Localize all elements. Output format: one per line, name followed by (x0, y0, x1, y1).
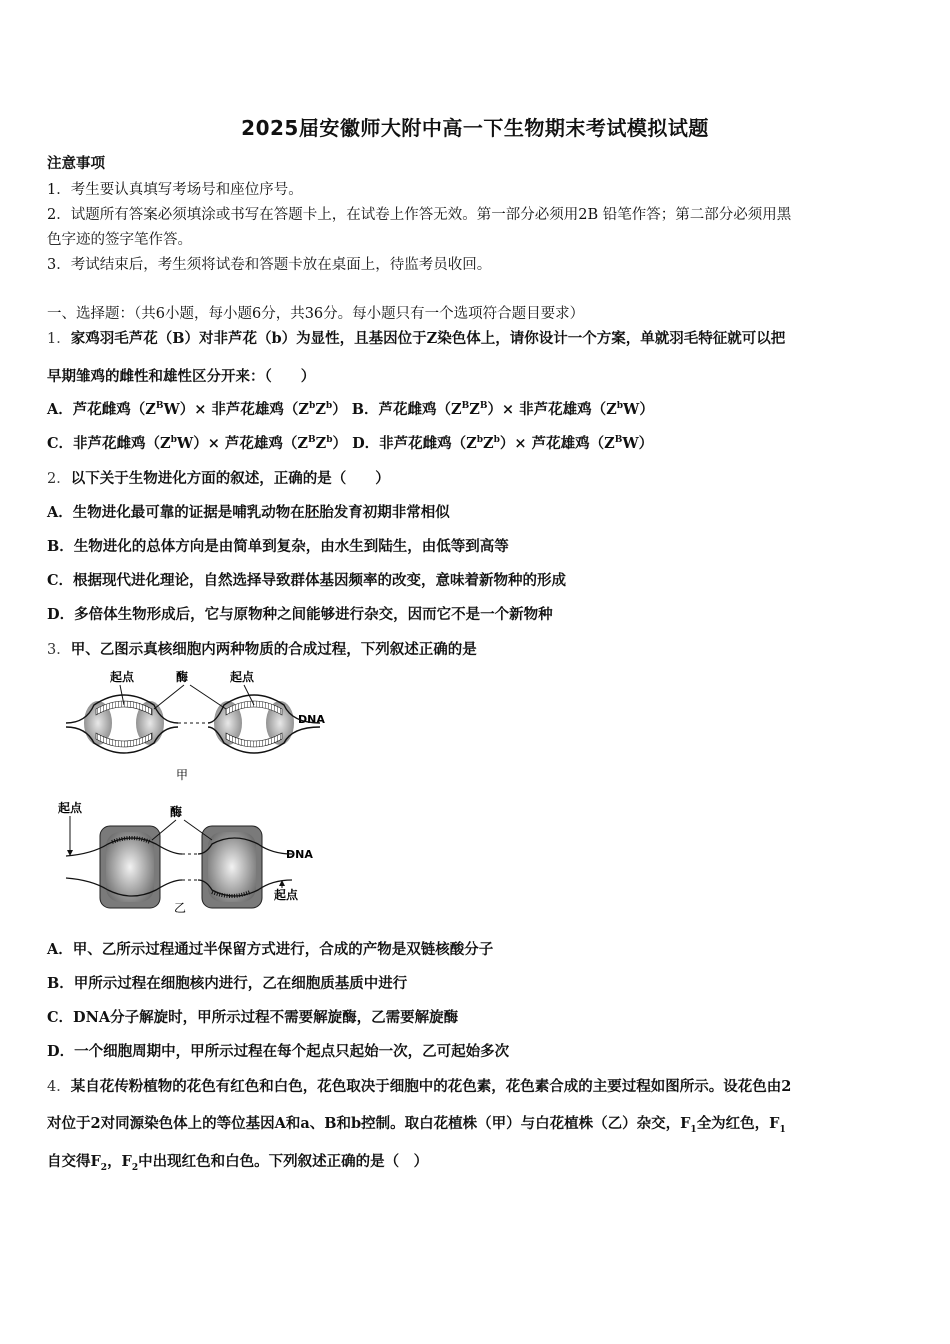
q1-option-b[interactable]: B．芦花雌鸡$(Z^BZ^B)\times$ 非芦花雄鸡$(Z^bW)$ (351, 401, 654, 418)
yi-enzyme-label: 酶 (170, 805, 183, 819)
q1-stem-line2: 早期雏鸡的雌性和雄性区分开来：（ ） (47, 368, 316, 385)
yi-dna-label: DNA (286, 848, 313, 861)
jia-enzyme-pointer-1 (154, 685, 184, 709)
q4-stem-line3: 自交得$F_2$，$F_2$中出现红色和白色。下列叙述正确的是（ ） (47, 1153, 429, 1173)
notice-item-1: 1．考生要认真填写考场号和座位序号。 (47, 182, 303, 198)
q3-option-b[interactable]: B．甲所示过程在细胞核内进行，乙在细胞质基质中进行 (47, 975, 408, 992)
jia-origin-label-2: 起点 (230, 670, 255, 684)
jia-origin-label-1: 起点 (110, 670, 135, 684)
figure-jia-dna-replication (58, 665, 348, 790)
q1-options-row1 (47, 398, 654, 419)
q2-option-b[interactable]: B．生物进化的总体方向是由简单到复杂，由水生到陆生，由低等到高等 (47, 538, 509, 555)
q3-stem-text: 甲、乙图示真核细胞内两种物质的合成过程，下列叙述正确的是 (70, 641, 477, 658)
notice-item-2-cont: 色字迹的签字笔作答。 (47, 232, 192, 248)
q1-number: 1． (47, 331, 71, 347)
q1-stem-line1 (47, 327, 785, 348)
q2-stem (47, 467, 390, 488)
q3-number: 3． (47, 642, 71, 658)
notice-item-2: 2．试题所有答案必须填涂或书写在答题卡上，在试卷上作答无效。第一部分必须用2B 铅笔作答；第二部分必须用黑 (47, 207, 792, 223)
jia-enzyme-label: 酶 (176, 670, 189, 684)
q1-options-row2 (47, 432, 653, 453)
q2-option-d[interactable]: D．多倍体生物形成后，它与原物种之间能够进行杂交，因而它不是一个新物种 (47, 606, 553, 623)
q1-stem-text: 家鸡羽毛芦花（B）对非芦花（b）为显性，且基因位于Z染色体上，请你设计一个方案，单就羽毛特征就可以把 (70, 330, 786, 347)
notice-item-3: 3．考试结束后，考生须将试卷和答题卡放在桌面上，待监考员收回。 (47, 257, 492, 273)
q4-stem-line2: 对位于2对同源染色体上的等位基因A和a、B和b控制。取白花植株（甲）与白花植株（乙）杂交，$F_1$全为红色，$F_1$ (47, 1115, 786, 1135)
yi-figure-label: 乙 (174, 901, 187, 915)
jia-figure-label: 甲 (176, 768, 189, 782)
notice-heading: 注意事项 (47, 155, 105, 172)
page-title: 2025届安徽师大附中高一下生物期末考试模拟试题 (241, 116, 709, 140)
q3-option-a[interactable]: A．甲、乙所示过程通过半保留方式进行，合成的产物是双链核酸分子 (47, 941, 494, 958)
q2-number: 2． (47, 471, 71, 487)
q3-stem (47, 638, 477, 659)
q4-number: 4． (47, 1079, 71, 1095)
yi-origin-label-1: 起点 (58, 801, 83, 815)
section-heading: 一、选择题：（共6小题，每小题6分，共36分。每小题只有一个选项符合题目要求） (47, 306, 585, 322)
q4-line1-text: 某自花传粉植物的花色有红色和白色，花色取决于细胞中的花色素，花色素合成的主要过程如图所示。设花色由2 (70, 1078, 792, 1095)
q1-option-c[interactable]: C．非芦花雌鸡$(Z^bW)\times$ 芦花雄鸡$(Z^BZ^b)$ (47, 435, 347, 452)
q2-option-a[interactable]: A．生物进化最可靠的证据是哺乳动物在胚胎发育初期非常相似 (47, 504, 450, 521)
q2-option-c[interactable]: C．根据现代进化理论，自然选择导致群体基因频率的改变，意味着新物种的形成 (47, 572, 567, 589)
q1-option-d[interactable]: D．非芦花雌鸡$(Z^bZ^b)\times$ 芦花雄鸡$(Z^BW)$ (352, 435, 654, 452)
q2-stem-text: 以下关于生物进化方面的叙述，正确的是（ ） (70, 470, 390, 487)
jia-dna-label: DNA (298, 713, 325, 726)
q4-stem-line1 (47, 1075, 791, 1096)
jia-enzyme-pointer-2 (190, 685, 226, 709)
q3-option-d[interactable]: D．一个细胞周期中，甲所示过程在每个起点只起始一次，乙可起始多次 (47, 1043, 510, 1060)
jia-bubble-1 (66, 685, 178, 753)
figure-yi-transcription (52, 796, 332, 918)
q3-option-c[interactable]: C．DNA分子解旋时，甲所示过程不需要解旋酶，乙需要解旋酶 (47, 1009, 459, 1026)
yi-origin-label-2: 起点 (274, 888, 299, 902)
q1-option-a[interactable]: A．芦花雌鸡$(Z^BW)\times$ 非芦花雄鸡$(Z^bZ^b)$ (47, 401, 347, 418)
